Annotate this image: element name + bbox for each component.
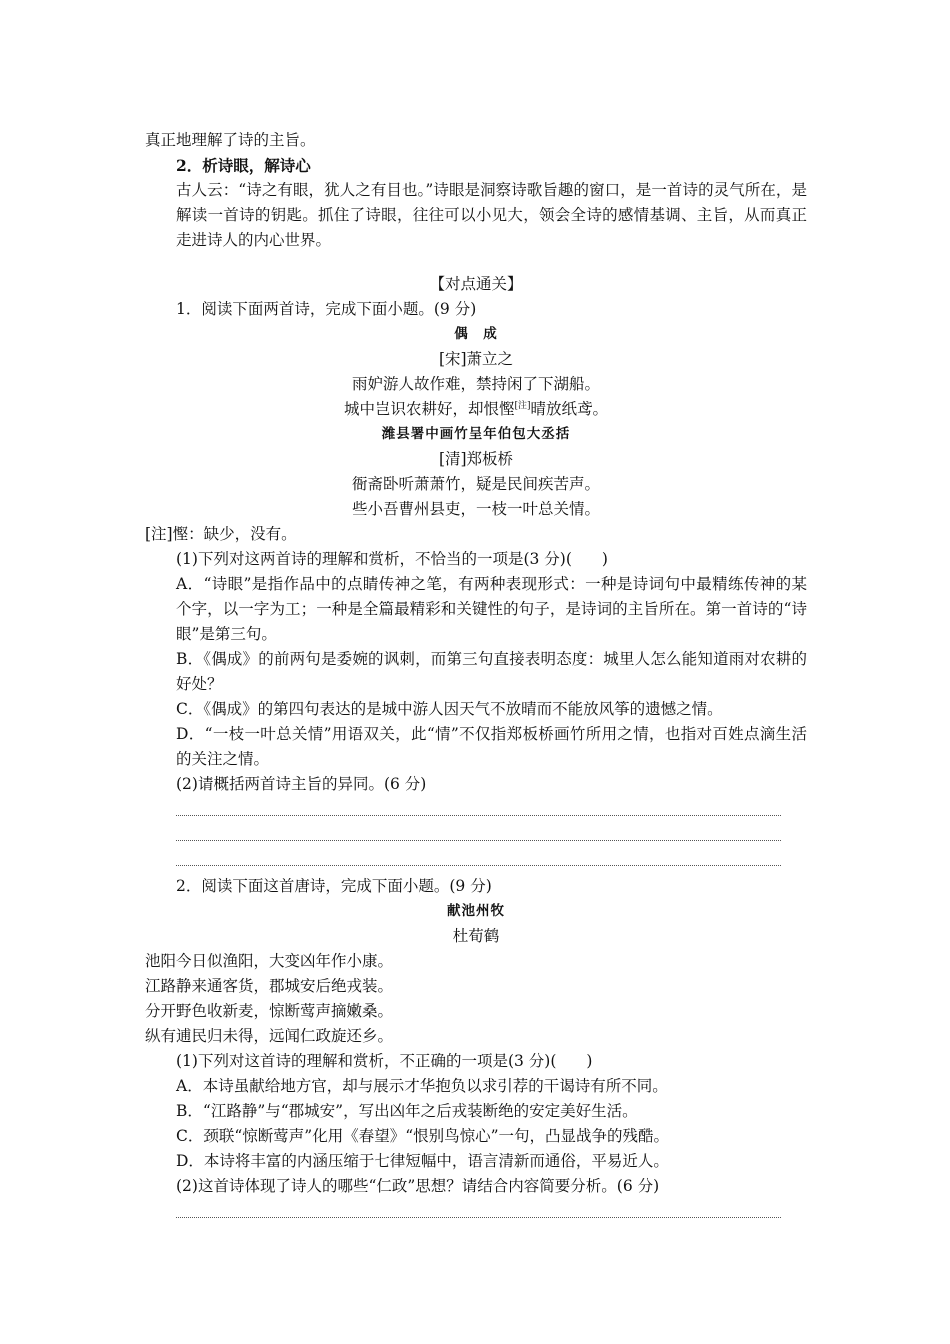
footnote: [注]慳：缺少，没有。 [145,525,297,543]
option-d: D．“一枝一叶总关情”用语双关，此“情”不仅指郑板桥画竹所用之情，也指对百姓点滴生活的关注之情。 [176,725,807,768]
q2-sub1-stem-close: ) [586,1052,593,1070]
poem1-author: [宋]萧立之 [438,350,514,368]
poem3-line: 纵有逋民归未得，远闻仁政旋还乡。 [145,1027,394,1045]
q2-sub1-stem [145,1049,807,1074]
section-body: 古人云：“诗之有眼，犹人之有目也。”诗眼是洞察诗歌旨趣的窗口，是一首诗的灵气所在，是解读一首诗的钥匙。抓住了诗眼，往往可以小见大，领会全诗的感情基调、主旨，从而真正走进诗人的内心世界。 [176,181,807,249]
section-heading: 2．析诗眼，解诗心 [176,156,311,175]
option-b: B．《偶成》的前两句是委婉的讽刺，而第三句直接表明态度：城里人怎么能知道雨对农耕的好处？ [176,650,807,693]
poem3-line: 江路静来通客货，郡城安后绝戎装。 [145,977,394,995]
spacer [145,1199,807,1217]
poem2-line: 些小吾曹州县吏，一枝一叶总关情。 [351,500,600,518]
q1-sub2-stem: (2)请概括两首诗主旨的异同。(6 分) [176,775,427,793]
option-a: A．本诗虽献给地方官，却与展示才华抱负以求引荐的干谒诗有所不同。 [176,1077,668,1095]
spacer [145,797,807,815]
option-a: A．“诗眼”是指作品中的点睛传神之笔，有两种表现形式：一种是诗词句中最精练传神的某个字，以一字为工；一种是全篇最精彩和关键性的句子，是诗词的主旨所在。第一首诗的“诗眼”是第三句。 [176,575,807,643]
answer-line[interactable] [176,1217,781,1218]
option-c: C．《偶成》的第四句表达的是城中游人因天气不放晴而不能放风筝的遗憾之情。 [176,700,723,718]
q1-sub1-stem-text: (1)下列对这两首诗的理解和赏析，不恰当的一项是(3 分)( [176,550,572,568]
q2-sub2-stem: (2)这首诗体现了诗人的哪些“仁政”思想？请结合内容简要分析。(6 分) [176,1177,660,1195]
option-d: D．本诗将丰富的内涵压缩于七律短幅中，语言清新而通俗，平易近人。 [176,1152,669,1170]
q2-sub1-stem-text: (1)下列对这首诗的理解和赏析，不正确的一项是(3 分)( [176,1052,557,1070]
spacer [145,866,807,874]
footnote-marker: [注] [514,400,531,411]
spacer [145,841,807,865]
poem3-line: 池阳今日似渔阳，大变凶年作小康。 [145,952,394,970]
document-page [145,128,807,1218]
spacer [145,253,807,272]
poem1-line [145,397,807,422]
poem2-title: 潍县署中画竹呈年伯包大丞括 [381,426,571,442]
practice-title: 【对点通关】 [429,275,523,293]
poem2-line: 衙斋卧听萧萧竹，疑是民间疾苦声。 [351,475,600,493]
q1-sub1-stem [145,547,807,572]
intro-end-paragraph: 真正地理解了诗的主旨。 [145,131,316,149]
poem3-title: 献池州牧 [447,903,505,919]
poem1-line: 雨妒游人故作难，禁持闲了下湖船。 [351,375,600,393]
poem3-author: 杜荀鹤 [452,927,500,945]
poem1-line2-a: 城中岂识农耕好，却恨慳 [343,400,515,418]
poem1-title: 偶 成 [454,326,498,342]
poem1-line2-b: 晴放纸鸢。 [530,400,609,418]
q1-stem: 1．阅读下面两首诗，完成下面小题。(9 分) [176,300,477,318]
spacer [145,816,807,840]
q2-stem: 2．阅读下面这首唐诗，完成下面小题。(9 分) [176,877,492,895]
option-b: B．“江路静”与“郡城安”，写出凶年之后戎装断绝的安定美好生活。 [176,1102,638,1120]
poem3-line: 分开野色收新麦，惊断莺声摘嫩桑。 [145,1002,394,1020]
q1-sub1-stem-close: ) [601,550,608,568]
option-c: C．颈联“惊断莺声”化用《春望》“恨别鸟惊心”一句，凸显战争的残酷。 [176,1127,670,1145]
poem2-author: [清]郑板桥 [438,450,514,468]
